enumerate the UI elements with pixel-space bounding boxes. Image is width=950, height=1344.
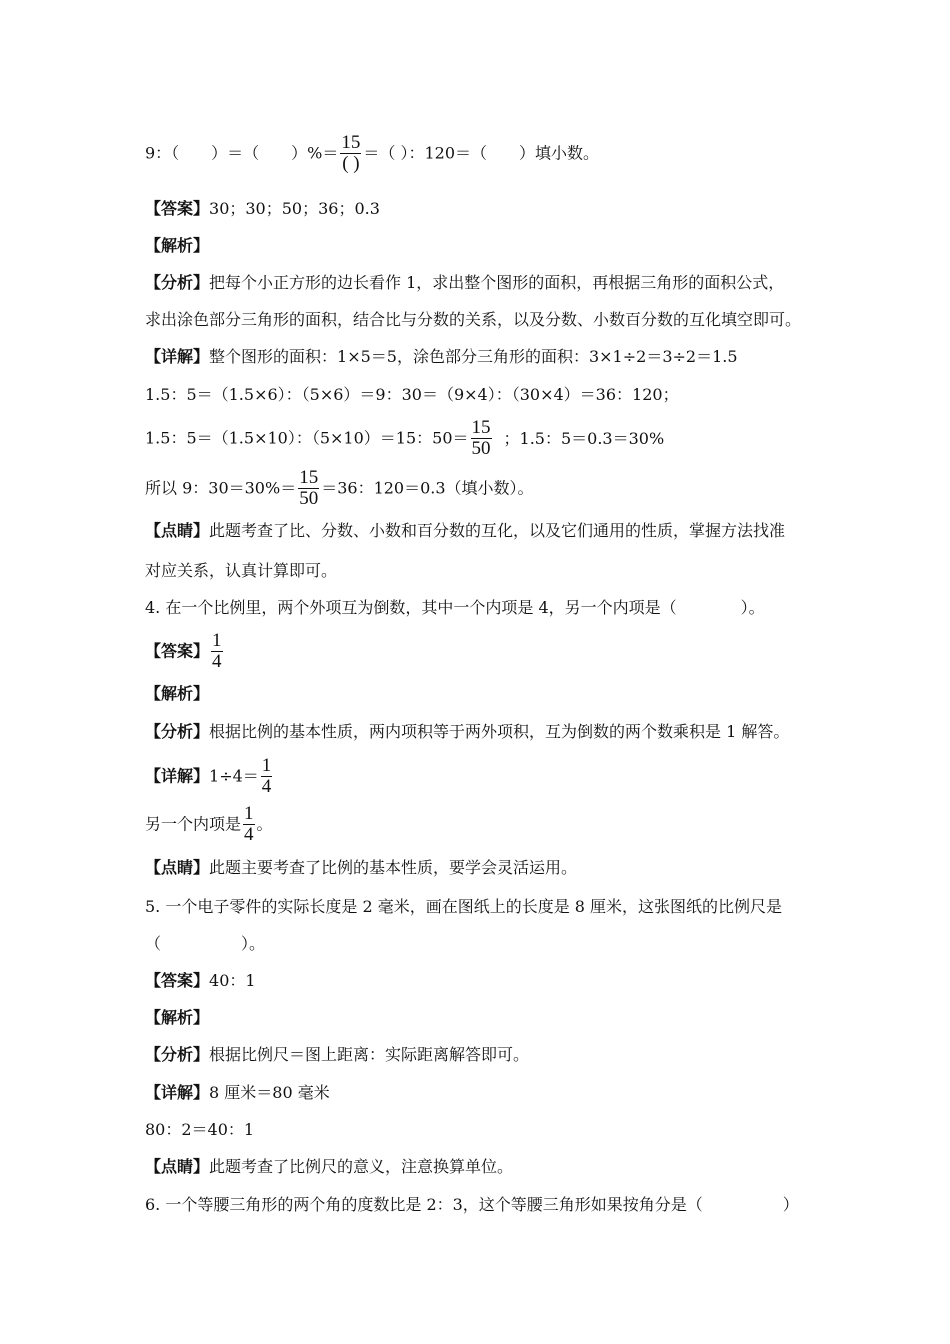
fraction-denominator: ( ) [342, 153, 360, 174]
question-4 [145, 598, 765, 618]
fraction-numerator: 1 [261, 755, 272, 776]
line-4 [145, 273, 784, 293]
fraction-denominator: 4 [244, 824, 254, 845]
comment-tag: 【点睛】 [145, 1157, 210, 1176]
text: 。 [256, 814, 273, 834]
text: 另一个内项是 [145, 814, 242, 834]
text: 80：2＝40：1 [145, 1120, 255, 1139]
line-6 [145, 347, 738, 367]
line-10 [145, 521, 785, 541]
line-15 [145, 722, 789, 742]
fraction [211, 631, 223, 672]
text: ；1.5：5＝0.3＝30% [503, 428, 665, 448]
line-25 [145, 1120, 254, 1140]
fraction-numerator: 1 [244, 803, 254, 824]
answer-tag: 【答案】 [145, 641, 210, 661]
fraction-denominator: 50 [471, 438, 491, 459]
line-18 [145, 858, 577, 878]
text: 此题考查了比、分数、小数和百分数的互化，以及它们通用的性质，掌握方法找准 [209, 521, 786, 540]
line-23 [145, 1045, 529, 1065]
answer-tag: 【答案】 [145, 971, 210, 990]
analysis-tag: 【解析】 [145, 1008, 210, 1027]
fraction-denominator: 4 [212, 651, 222, 672]
line-3 [145, 236, 209, 256]
fraction [243, 804, 255, 845]
comment-tag: 【点睛】 [145, 858, 210, 877]
question-5 [145, 897, 782, 917]
line-9 [145, 468, 534, 509]
line-17 [145, 804, 273, 845]
comment-tag: 【点睛】 [145, 521, 210, 540]
answer-tag: 【答案】 [145, 199, 210, 218]
line-8 [145, 418, 664, 459]
text: 求出涂色部分三角形的面积，结合比与分数的关系，以及分数、小数百分数的互化填空即可。 [145, 310, 802, 329]
fraction [298, 468, 319, 509]
detail-tag: 【详解】 [145, 1083, 210, 1102]
text: 1.5：5＝（1.5×6）：（5×6）＝9：30＝（9×4）：（30×4）＝36：120； [145, 385, 679, 404]
analysis-tag: 【分析】 [145, 722, 210, 741]
text: 8 厘米＝80 毫米 [209, 1083, 330, 1102]
text: 40：1 [209, 971, 256, 990]
line-20 [145, 934, 265, 954]
text: 此题主要考查了比例的基本性质，要学会灵活运用。 [209, 858, 578, 877]
analysis-tag: 【分析】 [145, 273, 210, 292]
line-2 [145, 199, 380, 219]
text: 根据比例的基本性质，两内项积等于两外项积，互为倒数的两个数乘积是 1 解答。 [209, 722, 790, 741]
question-6 [145, 1195, 799, 1215]
text: 30；30；50；36；0.3 [209, 199, 380, 218]
text: 所以 9：30＝30%＝ [145, 478, 297, 498]
fraction-numerator: 15 [299, 467, 319, 488]
line-13 [145, 631, 225, 672]
detail-tag: 【详解】 [145, 766, 210, 786]
text: 4. 在一个比例里，两个外项互为倒数，其中一个内项是 4，另一个内项是（ ）。 [145, 598, 765, 617]
line-26 [145, 1157, 513, 1177]
text: 把每个小正方形的边长看作 1，求出整个图形的面积，再根据三角形的面积公式， [209, 273, 785, 292]
text: 9：（ ）＝（ ）%＝ [145, 143, 339, 163]
analysis-tag: 【解析】 [145, 236, 210, 255]
detail-tag: 【详解】 [145, 347, 210, 366]
text: 6. 一个等腰三角形的两个角的度数比是 2：3，这个等腰三角形如果按角分是（ ） [145, 1195, 799, 1214]
analysis-tag: 【分析】 [145, 1045, 210, 1064]
fraction-numerator: 15 [471, 417, 491, 438]
line-21 [145, 971, 256, 991]
text: 1÷4＝ [209, 766, 259, 786]
text: 1.5：5＝（1.5×10）：（5×10）＝15：50＝ [145, 428, 469, 448]
line-11 [145, 561, 337, 581]
line-1 [145, 133, 599, 174]
line-5 [145, 310, 801, 330]
line-24 [145, 1083, 330, 1103]
line-22 [145, 1008, 209, 1028]
text: ＝（ ）：120＝（ ）填小数。 [363, 143, 600, 163]
text: 此题考查了比例尺的意义，注意换算单位。 [209, 1157, 514, 1176]
text: 根据比例尺＝图上距离：实际距离解答即可。 [209, 1045, 530, 1064]
text: ＝36：120＝0.3（填小数）。 [321, 478, 534, 498]
fraction [261, 756, 273, 797]
text: （ ）。 [145, 934, 266, 953]
line-16 [145, 756, 274, 797]
fraction-denominator: 50 [299, 488, 319, 509]
text: 整个图形的面积：1×5＝5，涂色部分三角形的面积：3×1÷2＝3÷2＝1.5 [209, 347, 738, 366]
text: 对应关系，认真计算即可。 [145, 561, 338, 580]
line-14 [145, 684, 209, 704]
text: 5. 一个电子零件的实际长度是 2 毫米，画在图纸上的长度是 8 厘米，这张图纸的比例尺是 [145, 897, 783, 916]
fraction [340, 133, 361, 174]
fraction-numerator: 15 [341, 132, 361, 153]
analysis-tag: 【解析】 [145, 684, 210, 703]
fraction-numerator: 1 [212, 630, 222, 651]
fraction [471, 418, 492, 459]
fraction-denominator: 4 [261, 776, 272, 797]
line-7 [145, 385, 679, 405]
